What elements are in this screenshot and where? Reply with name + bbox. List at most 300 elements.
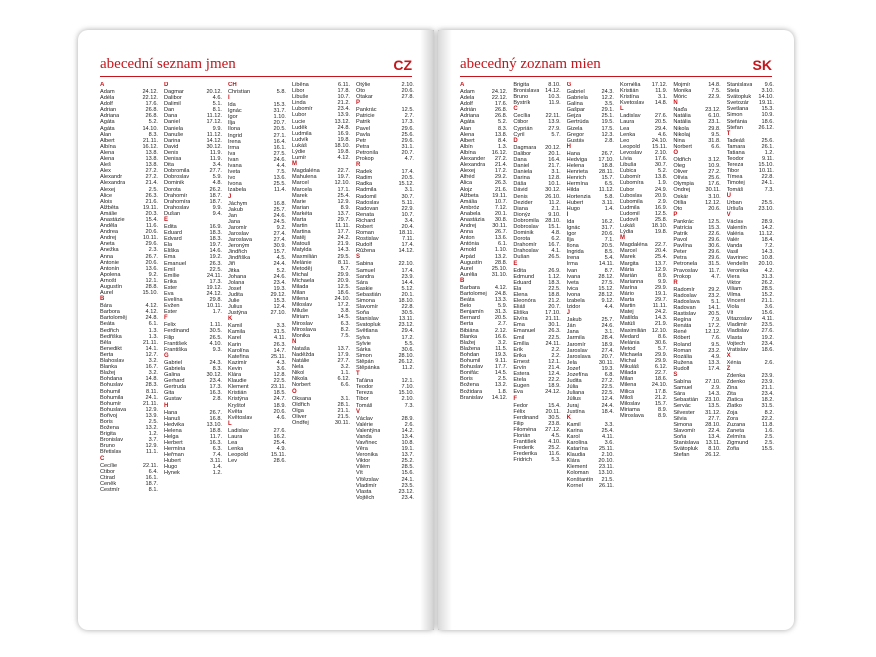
name-day-date: 5.11. <box>401 199 414 206</box>
name-day-date: 17.8. <box>654 388 668 395</box>
name-text: Květa <box>228 408 243 415</box>
name-text: Andrej <box>460 223 477 230</box>
name-day-date: 20.7. <box>273 120 286 127</box>
name-day-date: 4.12. <box>145 303 158 310</box>
name-day-date: 13.6. <box>494 235 508 242</box>
name-text: Antónia <box>460 241 479 248</box>
name-text: Bedřich <box>100 327 119 334</box>
name-day-date: 2.1. <box>551 205 561 212</box>
name-day-date: 15.3. <box>761 106 774 113</box>
name-text: Bartolomej <box>460 291 487 297</box>
name-day-date: 18.6. <box>761 118 774 125</box>
name-text: Ludmila <box>292 130 312 137</box>
name-text: Mikuláš <box>619 364 639 371</box>
name-day-date: 21.5. <box>337 413 350 420</box>
name-day-date: 1.2. <box>212 470 222 477</box>
name-day-date: 4.2. <box>764 267 774 274</box>
name-text: Jaroslav <box>228 230 249 237</box>
name-day-date: 12.4. <box>273 304 286 311</box>
name-text: Petr <box>356 137 367 144</box>
name-text: Bohumila <box>100 394 124 401</box>
name-day-date: 1.10. <box>494 247 508 254</box>
name-day-date: 21.11. <box>142 400 158 407</box>
name-text: Olívia <box>673 175 688 182</box>
name-day-date: 8.2. <box>340 326 350 333</box>
name-text: Igor <box>228 114 238 121</box>
name-day-date: 24.3. <box>209 359 222 366</box>
name-text: Sára <box>673 391 686 398</box>
name-text: Eliška <box>164 248 179 255</box>
name-text: Vanda <box>726 243 743 250</box>
name-day-date: 18.6. <box>337 290 350 297</box>
name-day-date: 16.4. <box>273 138 286 145</box>
name-day-date: 3.8. <box>340 308 350 315</box>
name-column <box>620 82 667 622</box>
name-text: Ľudovít <box>619 216 639 223</box>
name-text: Klaudie <box>228 378 247 385</box>
name-day-date: 7.2. <box>764 243 774 250</box>
name-text: Radek <box>356 169 373 176</box>
name-day-date: 20.5. <box>601 243 614 250</box>
name-text: Kvetoslav <box>619 100 645 107</box>
name-day-date: 21.5. <box>601 476 614 483</box>
name-day-date: 2.10. <box>601 452 614 459</box>
name-day-date: 12.9. <box>654 266 668 273</box>
name-day-date: 2.9. <box>657 198 668 205</box>
name-text: Leo <box>619 137 630 144</box>
name-text: Lubor <box>292 112 307 119</box>
name-day-date: 22.11. <box>545 113 561 120</box>
name-text: František <box>164 340 188 347</box>
name-day-date: 9.9. <box>657 278 668 285</box>
name-text: Filip <box>164 334 175 341</box>
name-text: Anton <box>460 235 475 242</box>
name-day-date: 16.12. <box>491 149 508 156</box>
letter-heading: B <box>100 296 105 303</box>
letter-heading: S <box>673 372 678 379</box>
name-day-date: 14.3. <box>761 249 774 256</box>
name-day-date: 24.12. <box>491 89 508 95</box>
name-day-date: 25.11. <box>598 446 614 453</box>
name-day-date: 8.4. <box>497 137 508 144</box>
name-day-date: 18.7. <box>145 480 158 487</box>
name-day-date: 13.7. <box>337 210 350 217</box>
name-day-date: 3.4. <box>404 217 414 224</box>
name-entry <box>356 495 414 501</box>
name-text: Martin <box>619 303 636 310</box>
name-text: Jaroslava <box>228 237 252 244</box>
name-day-date: 18.4. <box>761 237 774 244</box>
name-text: Móric <box>673 94 687 101</box>
name-text: Benedikt <box>100 345 122 352</box>
name-day-date: 23.10. <box>705 397 721 404</box>
name-day-date: 18.3. <box>209 236 222 243</box>
name-text: Michal <box>292 271 309 278</box>
name-text: Božena <box>100 425 119 432</box>
name-text: Vavřinec <box>356 439 378 446</box>
name-day-date: 19.5. <box>601 119 614 126</box>
name-column <box>100 82 158 622</box>
name-text: Radoslav <box>673 292 697 299</box>
name-text: Kornélia <box>619 82 641 88</box>
letter-heading: S <box>356 254 361 261</box>
name-text: Laura <box>228 433 243 440</box>
name-day-date: 1.3. <box>148 327 158 334</box>
name-day-date: 20.7. <box>401 149 414 156</box>
name-text: Karin <box>228 341 242 348</box>
name-text: Matej <box>619 309 634 316</box>
name-day-date: 26.12. <box>758 124 774 131</box>
name-day-date: 15.2. <box>761 291 774 298</box>
name-text: Adolf <box>460 101 473 108</box>
name-day-date: 29.6. <box>401 125 414 132</box>
name-day-date: 2.6. <box>764 359 774 366</box>
name-text: Dalimil <box>164 101 181 108</box>
letter-heading: Z <box>726 365 731 372</box>
name-day-date: 20.3. <box>145 210 158 217</box>
name-text: Renata <box>356 211 375 218</box>
letter-heading: I <box>566 211 569 218</box>
name-day-date: 22.5. <box>548 334 561 341</box>
name-text: Květoslav <box>228 414 253 421</box>
name-text: Ľubomíra <box>619 180 644 187</box>
name-text: Drahomír <box>164 192 188 199</box>
name-day-date: 27.2. <box>601 378 614 385</box>
name-text: Ivana <box>228 163 242 170</box>
name-text: Klement <box>228 384 249 391</box>
name-day-date: 27.6. <box>654 113 668 120</box>
name-day-date: 4.6. <box>657 131 668 138</box>
name-day-date: 28.9. <box>761 218 774 225</box>
name-day-date: 24.6. <box>273 156 286 163</box>
name-text: Alica <box>460 180 473 187</box>
name-text: Nela <box>292 364 304 371</box>
name-text: Danuše <box>164 131 184 138</box>
name-text: Alexander <box>460 156 486 163</box>
left-page-title: abecední seznam jmen <box>100 56 236 72</box>
name-day-date: 22.5. <box>209 266 222 273</box>
name-day-date: 20.10. <box>758 261 774 268</box>
name-day-date: 11.2. <box>401 365 414 372</box>
name-text: Irena <box>228 138 241 145</box>
name-day-date: 10.7. <box>401 211 414 218</box>
name-day-date: 28.9. <box>401 415 414 422</box>
name-day-date: 16.7. <box>145 364 158 371</box>
name-text: Dalibor <box>513 150 532 157</box>
name-text: Dominik <box>164 180 185 187</box>
name-day-date: 5.2. <box>497 119 508 126</box>
name-day-date: 18.10. <box>334 142 350 149</box>
name-day-date: 29.9. <box>337 271 350 278</box>
name-day-date: 16.9. <box>209 223 222 230</box>
letter-heading: A <box>100 82 105 88</box>
name-day-date: 24.6. <box>601 323 614 330</box>
name-text: Adam <box>100 89 115 95</box>
name-text: Vladislav <box>726 328 750 335</box>
name-text: Štěpán <box>356 358 374 365</box>
name-day-date: 16.8. <box>209 415 222 422</box>
name-text: Marie <box>292 198 306 205</box>
name-text: Lucie <box>292 118 306 125</box>
name-day-date: 16.8. <box>273 200 286 207</box>
name-day-date: 15.3. <box>273 298 286 304</box>
name-day-date: 11.9. <box>209 149 222 156</box>
name-day-date: 4.1. <box>551 248 561 255</box>
name-day-date: 7.5. <box>276 169 286 176</box>
name-text: Oksana <box>292 395 312 402</box>
name-text: Ester <box>164 284 178 291</box>
name-text: Viera <box>726 273 740 280</box>
name-day-date: 2.5. <box>148 186 158 193</box>
name-day-date: 25.7. <box>601 317 614 324</box>
name-day-date: 18.11. <box>398 230 414 237</box>
name-day-date: 10.3. <box>548 94 561 101</box>
name-day-date: 18.7. <box>209 192 222 199</box>
name-text: Emanuel <box>164 260 187 267</box>
name-day-date: 14.3. <box>708 391 721 398</box>
name-day-date: 3.2. <box>340 364 350 371</box>
name-text: Anabela <box>460 210 481 217</box>
name-text: Aurel <box>100 290 114 297</box>
name-text: Hilda <box>566 187 580 194</box>
name-day-date: 16.12. <box>142 143 158 150</box>
name-text: Felix <box>164 322 176 329</box>
name-text: Ilona <box>228 126 241 133</box>
name-day-date: 17.2. <box>708 323 721 330</box>
name-text: Otília <box>673 199 687 206</box>
name-day-date: 3.5. <box>604 101 614 108</box>
name-text: Lenka <box>228 446 244 453</box>
left-page-header <box>100 52 412 77</box>
name-day-date: 23.4. <box>337 106 350 113</box>
name-day-date: 18.2. <box>761 397 774 404</box>
name-text: Drahomír <box>513 242 537 249</box>
name-text: Šimon <box>726 112 743 119</box>
name-text: Dana <box>513 156 527 163</box>
name-day-date: 6.10. <box>708 113 721 120</box>
name-day-date: 22.7. <box>654 242 668 249</box>
name-text: Edita <box>164 223 177 230</box>
name-day-date: 24.8. <box>494 291 508 297</box>
name-text: Kryštof <box>228 402 246 409</box>
name-day-date: 28.3. <box>145 382 158 389</box>
name-text: Simona <box>356 298 375 304</box>
name-text: Emanuel <box>513 328 536 335</box>
name-day-date: 22.11. <box>142 462 158 469</box>
name-text: Milan <box>619 376 634 383</box>
name-day-date: 14.10. <box>142 125 158 132</box>
name-day-date: 29.6. <box>145 241 158 248</box>
name-text: Bruno <box>513 94 529 101</box>
name-text: Vitazoslav <box>726 316 753 323</box>
name-text: Ambróz <box>460 204 480 211</box>
name-day-date: 8.1. <box>212 107 222 114</box>
name-text: Slavomír <box>673 427 696 434</box>
name-text: Jarmila <box>566 335 585 342</box>
name-text: Gertruda <box>164 384 187 391</box>
name-text: Justýna <box>228 310 248 317</box>
name-text: Filip <box>513 420 524 427</box>
name-text: Ľubica <box>619 168 637 175</box>
name-day-date: 1.4. <box>212 464 222 471</box>
name-text: Ferdinand <box>164 328 190 335</box>
name-text: Jeroným <box>228 243 250 250</box>
name-text: Oleg <box>673 163 686 170</box>
name-text: Miloslav <box>619 400 641 407</box>
name-text: Augustín <box>460 259 483 266</box>
name-text: Soňa <box>673 433 687 440</box>
name-day-date: 15.10. <box>398 390 414 397</box>
name-text: Adolf <box>100 101 113 108</box>
name-day-date: 20.7. <box>601 353 614 360</box>
name-day-date: 7.4. <box>212 452 222 459</box>
name-text: Adam <box>460 89 475 95</box>
name-text: Andrej <box>100 235 117 242</box>
name-text: Leopold <box>619 143 640 150</box>
name-day-date: 1.2. <box>764 149 774 156</box>
name-text: Vladimír <box>726 322 748 329</box>
name-text: Gabriel <box>566 89 585 95</box>
name-text: Laura <box>619 119 635 126</box>
name-day-date: 24.12. <box>142 89 158 95</box>
name-day-date: 30.5. <box>548 414 561 421</box>
name-text: Roman <box>673 347 692 354</box>
name-text: Nataša <box>292 345 310 352</box>
name-day-date: 4.9. <box>711 353 721 360</box>
name-day-date: 11.6. <box>145 223 158 230</box>
name-day-date: 15.10. <box>758 162 774 169</box>
name-text: Ľubomír <box>619 174 641 181</box>
name-day-date: 23.12. <box>398 488 414 495</box>
name-day-date: 5.1. <box>212 101 222 108</box>
name-text: Berta <box>460 321 474 328</box>
name-text: Antonín <box>100 265 120 272</box>
name-day-date: 19.3. <box>273 285 286 292</box>
name-day-date: 17.9. <box>337 351 350 358</box>
name-text: Jindřich <box>228 249 248 256</box>
name-text: Lev <box>228 458 238 465</box>
name-day-date: 24.8. <box>337 124 350 131</box>
name-text: Uršuľa <box>726 205 744 212</box>
name-text: Urban <box>726 199 742 206</box>
name-day-date: 17.10. <box>598 156 614 163</box>
name-day-date: 15.10. <box>142 290 158 297</box>
name-day-date: 17.6. <box>654 156 668 163</box>
name-text: Štěpánka <box>356 365 380 372</box>
name-text: Eugen <box>513 383 530 390</box>
name-text: Tadeáš <box>726 137 745 144</box>
name-column <box>164 82 222 622</box>
name-day-date: 21.9. <box>337 241 350 248</box>
name-text: Daniela <box>164 125 183 132</box>
name-day-date: 27.5. <box>273 150 286 157</box>
name-day-date: 26.7. <box>601 150 614 157</box>
name-text: Adriana <box>460 113 480 120</box>
letter-heading: E <box>164 216 169 223</box>
name-text: Arnošt <box>100 277 117 284</box>
name-day-date: 4.8. <box>551 230 561 237</box>
name-text: Lukáš <box>292 142 307 149</box>
name-day-date: 11.9. <box>655 88 668 95</box>
name-day-date: 8.9. <box>657 412 668 419</box>
name-text: Albert <box>100 137 115 144</box>
name-text: Ema <box>164 254 176 261</box>
name-day-date: 7.3. <box>404 402 414 409</box>
name-day-date: 25.6. <box>708 175 721 182</box>
letter-heading: J <box>566 310 570 317</box>
name-text: Cyprián <box>513 125 533 132</box>
name-text: Izabela <box>566 298 585 304</box>
name-text: Klára <box>228 372 242 379</box>
name-day-date: 19.8. <box>337 136 350 143</box>
name-text: Pavla <box>356 131 370 138</box>
name-day-date: 5.8. <box>276 89 286 95</box>
name-day-date: 12.7. <box>145 351 158 358</box>
name-text: Svätopluk <box>726 94 752 101</box>
name-day-date: 13.11. <box>705 439 721 446</box>
name-day-date: 13.7. <box>401 452 414 459</box>
name-day-date: 20.6. <box>708 205 721 212</box>
name-text: Emil <box>513 334 525 341</box>
name-day-date: 20.4. <box>654 248 668 255</box>
name-text: Alena <box>100 156 115 163</box>
name-day-date: 31.7. <box>601 224 614 231</box>
name-day-date: 2.7. <box>497 321 508 328</box>
name-day-date: 26.2. <box>209 186 222 193</box>
name-day-date: 26.3. <box>209 260 222 267</box>
name-day-date: 21.1. <box>337 407 350 414</box>
name-text: Ferdinand <box>513 414 539 421</box>
name-day-date: 2.5. <box>764 439 774 446</box>
name-text: Miroslava <box>619 412 644 419</box>
name-text: Darina <box>513 175 530 182</box>
name-day-date: 19.2. <box>209 254 222 261</box>
name-day-date: 30.7. <box>401 193 414 200</box>
name-day-date: 24.10. <box>651 137 668 144</box>
name-day-date: 4.11. <box>273 335 286 342</box>
name-text: Kamil <box>228 323 242 330</box>
name-text: Augustín <box>100 284 123 290</box>
name-day-date: 29.5. <box>337 253 350 260</box>
name-day-date: 22.7. <box>337 168 350 175</box>
name-text: Miloslav <box>292 302 313 309</box>
name-day-date: 5.3. <box>551 457 561 464</box>
name-day-date: 23.11. <box>270 384 286 391</box>
name-day-date: 27.2. <box>494 156 508 163</box>
name-text: Ignác <box>566 224 581 231</box>
name-text: Běla <box>100 339 112 346</box>
name-entry <box>567 483 614 489</box>
name-day-date: 22.9. <box>401 205 414 212</box>
name-text: Maximilián <box>619 327 647 334</box>
name-day-date: 19.8. <box>337 149 350 156</box>
name-text: Pavol <box>673 237 688 244</box>
name-day-date: 23.9. <box>761 372 774 379</box>
name-text: Teodor <box>356 384 374 391</box>
letter-heading: V <box>356 408 361 415</box>
name-text: Rozália <box>673 353 692 360</box>
name-day-date: 15.6. <box>401 470 414 477</box>
name-day-date: 29.1. <box>601 107 614 114</box>
name-day-date: 11.11. <box>335 223 350 230</box>
name-text: Miriam <box>292 314 309 321</box>
name-day-date: 21.2. <box>337 100 350 107</box>
name-day-date: 27.10. <box>270 310 286 317</box>
name-text: Tereza <box>726 162 744 169</box>
name-column <box>513 82 560 622</box>
name-text: Rostislav <box>356 236 379 243</box>
name-text: Emílie <box>164 272 180 279</box>
